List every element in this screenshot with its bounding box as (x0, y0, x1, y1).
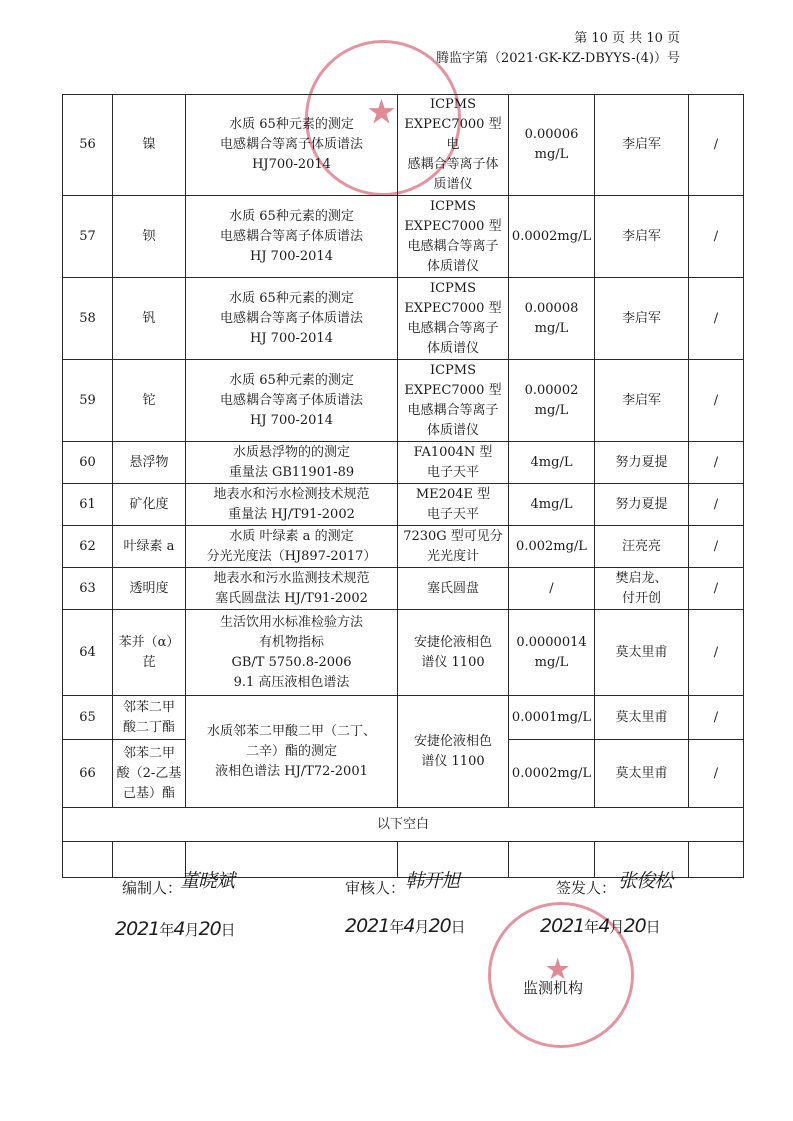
method-cell (186, 610, 398, 696)
instrument-cell-line: EXPEC7000 型 (404, 382, 502, 398)
instrument-cell (398, 95, 509, 196)
report-number: 腾监字第（2021·GK-KZ-DBYYS-(4)）号 (436, 51, 680, 66)
item-cell-line: 铊 (142, 392, 156, 408)
instrument-cell (398, 196, 509, 278)
analyst-cell-line: 李启军 (621, 310, 661, 326)
method-cell-line: HJ 700-2014 (250, 330, 333, 346)
instrument-cell-line: EXPEC7000 型 (404, 300, 502, 316)
table-row (63, 808, 744, 842)
row-number: 64 (63, 610, 113, 696)
empty-cell (113, 842, 186, 878)
reviewer-date: 2021年4月20日 (345, 915, 465, 937)
method-cell-line: 水质 65种元素的测定 (229, 208, 354, 224)
analyst-cell-line: 努力夏提 (615, 496, 668, 512)
empty-cell (63, 842, 113, 878)
analyst-cell: 莫太里甫 (595, 696, 689, 740)
instrument-cell (398, 526, 509, 568)
item-cell (113, 95, 186, 196)
method-cell-line: 水质 65种元素的测定 (229, 290, 354, 306)
limit-cell-line: mg/L (534, 320, 569, 336)
method-cell-line: 二辛）酯的测定 (245, 743, 337, 759)
method-cell (186, 278, 398, 360)
analyst-cell-line: 樊启龙、 (615, 570, 668, 586)
remark-cell: / (689, 196, 744, 278)
instrument-cell-line: 塞氏圆盘 (426, 580, 479, 596)
analyst-cell (595, 442, 689, 484)
item-cell (113, 740, 186, 808)
item-cell-line: 钡 (142, 228, 156, 244)
analyst-cell-line: 付开创 (621, 590, 661, 606)
method-cell-line: HJ700-2014 (252, 157, 331, 172)
instrument-cell-line: 电子天平 (426, 506, 479, 522)
item-cell (113, 278, 186, 360)
table-row (63, 610, 744, 696)
analyst-cell-line: 李启军 (621, 392, 661, 408)
reviewer-label: 审核人： (345, 879, 406, 897)
instrument-cell-line: 电感耦合等离子 (407, 320, 499, 336)
method-cell-line: 电感耦合等离子体质谱法 (219, 392, 363, 408)
method-cell-line: 电感耦合等离子体质谱法 (219, 310, 363, 326)
remark-cell: / (689, 740, 744, 808)
item-cell (113, 196, 186, 278)
star-icon: ★ (546, 955, 570, 985)
row-number: 59 (63, 360, 113, 442)
page-indicator: 第 10 页 共 10 页 (574, 31, 680, 46)
limit-cell: 0.0002mg/L (509, 740, 595, 808)
table-row (63, 442, 744, 484)
blank-note: 以下空白 (63, 808, 744, 842)
row-number: 61 (63, 484, 113, 526)
instrument-cell-line: ICPMS (429, 362, 477, 378)
table-row (63, 568, 744, 610)
limit-cell-line: mg/L (534, 654, 569, 670)
instrument-cell (398, 360, 509, 442)
instrument-cell (398, 696, 509, 808)
analyst-cell (595, 360, 689, 442)
method-cell-line: 水质 65种元素的测定 (229, 372, 354, 388)
method-cell (186, 196, 398, 278)
analyst-cell-line: 李启军 (621, 137, 661, 152)
item-cell-line: 酸二丁酯 (122, 719, 175, 735)
limit-cell (509, 442, 595, 484)
instrument-cell-line: EXPEC7000 型电 (404, 117, 502, 152)
analyst-cell-line: 莫太里甫 (615, 644, 668, 660)
limit-cell (509, 526, 595, 568)
method-cell (186, 696, 398, 808)
table-row (63, 842, 744, 878)
limit-cell-line: / (549, 580, 554, 596)
remark-cell: / (689, 442, 744, 484)
limit-cell-line: mg/L (534, 402, 569, 418)
row-number: 60 (63, 442, 113, 484)
item-cell-line: 钒 (142, 310, 156, 326)
limit-cell-line: 4mg/L (530, 454, 573, 470)
method-cell-line: 电感耦合等离子体质谱法 (219, 137, 363, 152)
issuer-date: 2021年4月20日 (540, 915, 660, 937)
method-cell-line: 塞氏圆盘法 HJ/T91-2002 (215, 590, 368, 606)
item-cell-line: 叶绿素 a (123, 538, 175, 554)
row-number: 66 (63, 740, 113, 808)
analyst-cell-line: 汪亮亮 (621, 538, 661, 554)
instrument-cell-line: 质谱仪 (433, 177, 473, 192)
method-cell-line: 液相色谱法 HJ/T72-2001 (215, 763, 368, 779)
instrument-cell-line: 光光度计 (426, 548, 479, 564)
limit-cell (509, 196, 595, 278)
method-cell (186, 526, 398, 568)
method-cell-line: 水质悬浮物的的测定 (232, 444, 350, 460)
instrument-cell-line: 谱仪 1100 (421, 654, 485, 670)
instrument-cell (398, 278, 509, 360)
analyst-cell-line: 努力夏提 (615, 454, 668, 470)
item-cell-line: 己基）酯 (122, 785, 175, 801)
instrument-cell-line: ICPMS (429, 97, 477, 112)
empty-cell (509, 842, 595, 878)
method-cell (186, 360, 398, 442)
instrument-cell-line: 安捷伦液相色 (413, 634, 492, 650)
limit-cell (509, 95, 595, 196)
limit-cell-line: 4mg/L (530, 496, 573, 512)
method-cell (186, 568, 398, 610)
compiler-date: 2021年4月20日 (115, 918, 235, 940)
analyst-cell (595, 568, 689, 610)
item-cell (113, 696, 186, 740)
method-cell (186, 95, 398, 196)
analyst-cell: 莫太里甫 (595, 740, 689, 808)
row-number: 63 (63, 568, 113, 610)
method-cell-line: HJ 700-2014 (250, 412, 333, 428)
instrument-cell (398, 610, 509, 696)
instrument-cell (398, 484, 509, 526)
limit-cell-line: 0.00002 (524, 382, 579, 398)
analyst-cell-line: 李启军 (621, 228, 661, 244)
table-row (63, 278, 744, 360)
issuer-label: 签发人： (556, 879, 617, 897)
analyst-cell (595, 526, 689, 568)
table-row (63, 360, 744, 442)
instrument-cell-line: 体质谱仪 (426, 258, 479, 274)
item-cell (113, 484, 186, 526)
item-cell (113, 568, 186, 610)
remark-cell: / (689, 360, 744, 442)
analyst-cell (595, 95, 689, 196)
instrument-cell-line: FA1004N 型 (413, 444, 493, 460)
method-cell-line: 水质 叶绿素 a 的测定 (229, 528, 354, 544)
instrument-cell-line: 电感耦合等离子 (407, 402, 499, 418)
empty-cell (689, 842, 744, 878)
instrument-cell-line: 体质谱仪 (426, 340, 479, 356)
method-cell-line: GB/T 5750.8-2006 (231, 654, 352, 670)
limit-cell (509, 610, 595, 696)
table-row (63, 484, 744, 526)
instrument-cell-line: 安捷伦液相色 (413, 733, 492, 749)
method-cell-line: 生活饮用水标准检验方法 (219, 614, 363, 630)
instrument-cell-line: EXPEC7000 型 (404, 218, 502, 234)
method-cell-line: 水质邻苯二甲酸二甲（二丁、 (206, 723, 376, 739)
limit-cell-line: 0.002mg/L (516, 538, 587, 554)
instrument-cell-line: ICPMS (429, 280, 477, 296)
instrument-cell-line: 感耦合等离子体 (407, 157, 499, 172)
item-cell (113, 360, 186, 442)
star-icon: ★ (368, 95, 395, 130)
item-cell-line: 芘 (142, 654, 156, 670)
limit-cell-line: 0.00006 (524, 127, 579, 142)
method-cell-line: 水质 65种元素的测定 (229, 117, 354, 132)
instrument-cell (398, 568, 509, 610)
analyst-cell (595, 610, 689, 696)
limit-cell-line: 0.0002mg/L (511, 228, 592, 244)
row-number: 56 (63, 95, 113, 196)
method-cell-line: 地表水和污水监测技术规范 (213, 570, 370, 586)
item-cell-line: 矿化度 (129, 496, 169, 512)
issuer-signature: 张俊松 (618, 870, 673, 892)
remark-cell: / (689, 568, 744, 610)
method-cell-line: 地表水和污水检测技术规范 (213, 486, 370, 502)
method-cell-line: 电感耦合等离子体质谱法 (219, 228, 363, 244)
item-cell (113, 610, 186, 696)
empty-cell (186, 842, 398, 878)
instrument-cell-line: 体质谱仪 (426, 422, 479, 438)
empty-cell (398, 842, 509, 878)
analyst-cell (595, 278, 689, 360)
item-cell-line: 镍 (142, 137, 156, 152)
item-cell-line: 悬浮物 (129, 454, 169, 470)
analyst-cell (595, 196, 689, 278)
instrument-cell-line: 谱仪 1100 (421, 753, 485, 769)
method-cell-line: 重量法 HJ/T91-2002 (228, 506, 355, 522)
remark-cell: / (689, 95, 744, 196)
table-row (63, 196, 744, 278)
method-cell-line: 9.1 高压液相色谱法 (233, 674, 350, 690)
row-number: 62 (63, 526, 113, 568)
row-number: 58 (63, 278, 113, 360)
results-table (62, 94, 744, 878)
method-cell-line: 重量法 GB11901-89 (228, 464, 355, 480)
item-cell-line: 邻苯二甲 (122, 745, 175, 761)
method-cell-line: HJ 700-2014 (250, 248, 333, 264)
remark-cell: / (689, 696, 744, 740)
remark-cell: / (689, 526, 744, 568)
compiler-signature: 董晓斌 (180, 870, 235, 892)
method-cell (186, 484, 398, 526)
table-row (63, 526, 744, 568)
analyst-cell (595, 484, 689, 526)
limit-cell (509, 360, 595, 442)
table-row (63, 696, 744, 740)
limit-cell: 0.0001mg/L (509, 696, 595, 740)
remark-cell: / (689, 610, 744, 696)
compiler-label: 编制人： (122, 879, 183, 897)
method-cell-line: 有机物指标 (258, 634, 324, 650)
instrument-cell-line: 7230G 型可见分 (403, 528, 503, 544)
method-cell-line: 分光光度法（HJ897-2017） (206, 548, 377, 564)
item-cell (113, 442, 186, 484)
table-row (63, 95, 744, 196)
limit-cell-line: 0.0000014 (516, 634, 587, 650)
empty-cell (595, 842, 689, 878)
instrument-cell-line: ICPMS (429, 198, 477, 214)
limit-cell (509, 568, 595, 610)
method-cell (186, 442, 398, 484)
limit-cell (509, 278, 595, 360)
instrument-cell-line: 电感耦合等离子 (407, 238, 499, 254)
limit-cell-line: 0.00008 (524, 300, 579, 316)
row-number: 65 (63, 696, 113, 740)
item-cell-line: 透明度 (129, 580, 169, 596)
instrument-cell-line: ME204E 型 (415, 486, 491, 502)
row-number: 57 (63, 196, 113, 278)
remark-cell: / (689, 278, 744, 360)
limit-cell (509, 484, 595, 526)
item-cell (113, 526, 186, 568)
institution-label: 监测机构 (523, 979, 584, 997)
item-cell-line: 酸（2-乙基 (116, 765, 182, 781)
instrument-cell-line: 电子天平 (426, 464, 479, 480)
item-cell-line: 苯并（α） (118, 634, 180, 650)
instrument-cell (398, 442, 509, 484)
limit-cell-line: mg/L (534, 147, 569, 162)
remark-cell: / (689, 484, 744, 526)
item-cell-line: 邻苯二甲 (122, 699, 175, 715)
reviewer-signature: 韩开旭 (405, 870, 460, 892)
